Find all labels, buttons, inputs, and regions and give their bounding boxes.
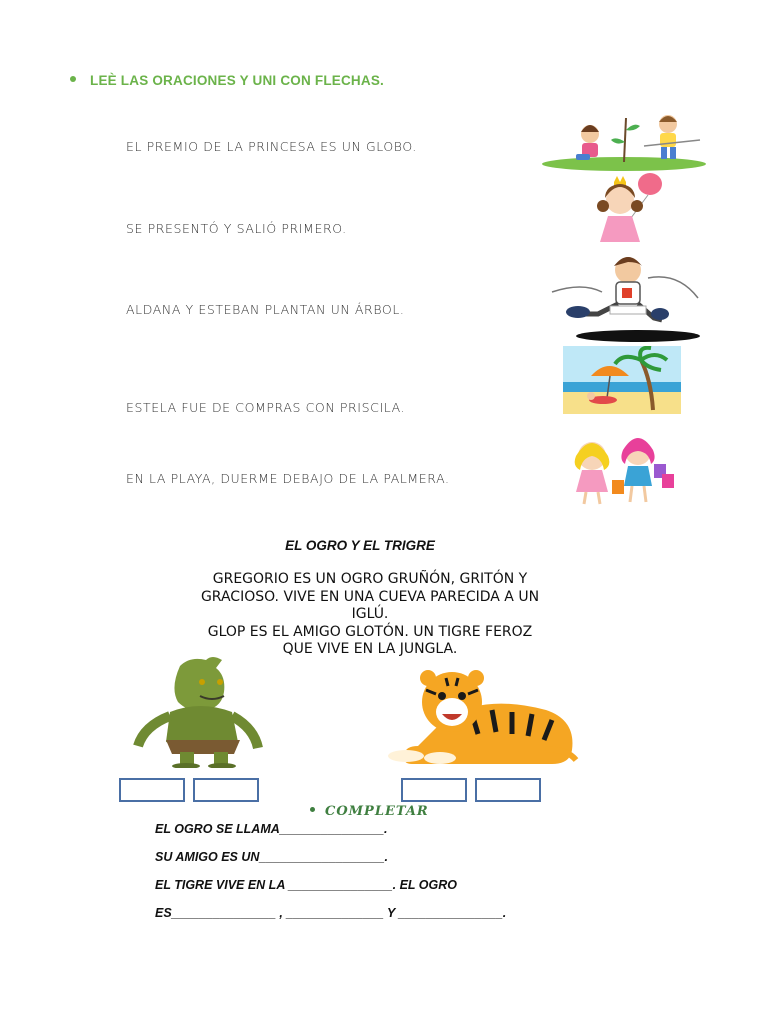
story-title: EL OGRO Y EL TRIGRE [285,538,435,553]
fill-line-2: SU AMIGO ES UN__________________. [155,850,389,864]
ogre-illustration [130,656,276,768]
story-line: QUE VIVE EN LA JUNGLA. [282,641,458,657]
story-line: GREGORIO ES UN OGRO GRUÑÓN, GRITÓN Y [212,571,528,587]
answer-box-tiger-2[interactable] [475,778,541,802]
bullet-icon [310,807,315,812]
complete-heading: COMPLETAR [310,804,429,819]
story-line: GLOP ES EL AMIGO GLOTÓN. UN TIGRE FEROZ [207,623,533,640]
sentence-4: ESTELA FUE DE COMPRAS CON PRISCILA. [126,400,406,415]
girls-shopping-illustration [558,434,678,508]
answer-box-ogre-2[interactable] [193,778,259,802]
runner-finish-line-illustration [548,252,702,344]
sentence-2: SE PRESENTÓ Y SALIÓ PRIMERO. [126,221,347,236]
fill-line-1: EL OGRO SE LLAMA_______________. [155,822,388,836]
sentence-1: EL PREMIO DE LA PRINCESA ES UN GLOBO. [126,139,417,154]
story-text [150,571,590,659]
tiger-illustration [376,670,580,770]
story-line: GRACIOSO. VIVE EN UNA CUEVA PARECIDA A UN [200,588,540,605]
answer-box-tiger-1[interactable] [401,778,467,802]
sentence-3: ALDANA Y ESTEBAN PLANTAN UN ÁRBOL. [126,302,405,317]
beach-palm-tree-illustration [563,346,681,414]
story-line: IGLÚ. [351,606,389,622]
bullet-icon [70,76,76,82]
instruction-heading: LEÈ LAS ORACIONES Y UNI CON FLECHAS. [70,73,384,88]
sentence-5: EN LA PLAYA, DUERME DEBAJO DE LA PALMERA. [126,471,450,486]
answer-box-ogre-1[interactable] [119,778,185,802]
fill-line-4: ES_______________ , ______________ Y _______________. [155,906,507,920]
fill-line-3: EL TIGRE VIVE EN LA _______________. EL OGRO [155,878,457,892]
princess-balloon-illustration [582,172,668,246]
kids-planting-tree-illustration [540,110,708,172]
